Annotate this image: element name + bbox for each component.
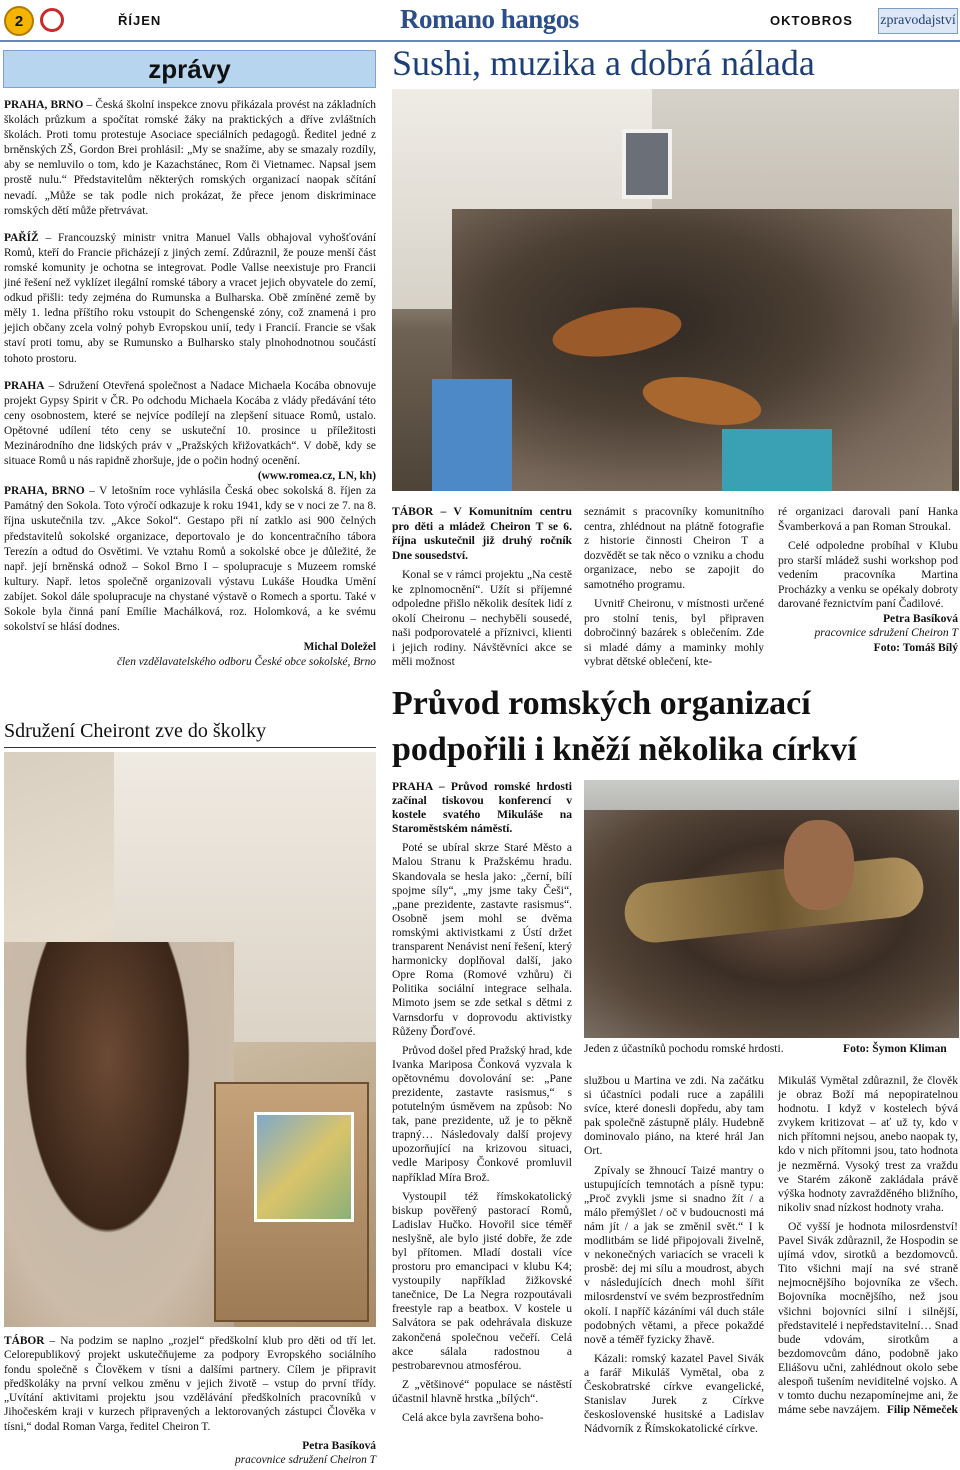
news-item-2: [4, 231, 376, 367]
photo-credit: Foto: Tomáš Bílý: [873, 640, 958, 654]
article-title-cheiron: Sdružení Cheiront zve do školky: [4, 720, 376, 748]
article-text: ré organizaci darovali paní Hanka Švamberková a pan Roman Stroukal.: [778, 505, 958, 533]
photo-child-preschool: [4, 752, 376, 1327]
article-text: Mikuláš Vymětal zdůraznil, že člověk je obraz Boží má nepopiratelnou hodnotu. I když v kostelech bývá zvykem kritizovat – ať už ty, kdo v nich přítomni nejsou, anebo naopak ty, kdo v nich přítomni jsou, tato hodnota je nezměrná. Vysoký trest za vraždu ve Starém zákoně zakládala právě výška hodnoty zavražděného bližního, nikoliv snad nízkost hodnoty vraha.: [778, 1074, 958, 1214]
group-of-people: [452, 209, 952, 491]
article-text: Poté se ubíral skrze Staré Město a Malou Stranu k Pražskému hradu. Skandovala se hesla jako: „černí, bílí spojme síly“, „my jsme taky Češi“, „pane prezidente, zastavte rasismus“. Osobně jsem mohl se dvěma romskými aktivistkami z Ústí držet transparent Nenávist není řešení, který harmonicky doplňoval další, jako Opre Roma (Romové vzhůru) či Politika sociální integrace selhala. Mimoto jsem se zde setkal s dětmi z Varnsdorfu v doprovodu aktivistky Růženy Ďorďové.: [392, 841, 572, 1038]
article-text: Celé odpoledne probíhal v Klubu pro starší mládež sushi workshop pod vedením pracovníka Martina Procházky a venku se opékaly dobroty darované řeznictvím paní Čadilové.: [778, 539, 958, 610]
news-text: – V letošním roce vyhlásila Česká obec sokolská 8. říjen za Památný den Sokola. Toto výročí odkazuje k roku 1941, kdy se v noci ze 7. na 8. října uskutečnila tzv. „Akce Sokol“. Gestapo při ní zatklo asi 900 čelných představitelů sokolské organizace, deportovalo je do koncentračního tábora Terezín a odtud do Osvětimi. Ve vztahu Romů a sokolské obce je důležité, že např. její brněnská odnož – Sokol Brno I – spolupracuje s Muzeem romské kultury. Např. letos společně organizovali výstavu Lukáše Houdka Umění zabíjet. Sokol dále spolupracuje na chystané výstavě o Romech a sportu. Také v Sokole byla činná paní Emílie Machálková, roz. Holomková, a ke svému sokolství se hlásí dodnes.: [4, 485, 376, 634]
author-name: Michal Doležel: [303, 641, 376, 654]
photo-boy-with-snake: [584, 780, 959, 1038]
cheiron-article-text: [4, 1334, 376, 1468]
article-lead: TÁBOR – V Komunitním centru pro děti a mládež Cheiron T se 6. října uskutečnil již druhý ročník Dne sousedství.: [392, 505, 572, 562]
news-item-1: [4, 98, 376, 219]
news-item-3: [4, 379, 376, 483]
article-text: Celá akce byla završena boho-: [402, 1411, 544, 1425]
news-text: – Česká školní inspekce znovu přikázala provést na základních školách průzkum a spočítat romské žáky na praktických a dříve zvláštních školách. Proti tomu protestuje Asociace speciálních pedagogů. Ředitel jedné z brněnských ZŠ, Gordon Brei prohlásil: „My se snažíme, aby se smazaly rozdíly, aby se nemluvilo o tom, kdo je Kazachstánec, Rom či Vietnamec. Napsal jsem prostě nulu.“ Představitelům některých romských organizací naopak sčítání nevadí. „Může se tak podle nich prokázat, že přece jenom diskriminace romských dětí může přetrvávat.: [4, 99, 376, 217]
sushi-col-1: [392, 505, 572, 675]
article-dateline: TÁBOR: [4, 1335, 45, 1347]
article-text: Zpívaly se žhnoucí Taizé mantry o ustupujících temnotách a písně typu: „Proč zvykli jsme si snadno žít / a málo přemýšlet / oč v budoucnosti má nám jít / a jak se změnil svět.“ I k modlitbám se lidé připojovali živelně, v nekonečných variacích se vraceli k prosbě: dej mi sílu a moudrost, abych v následujících dnech mohl šířit milosrdenství ve svém bezprostředním okolí. I napříč kázáními vál duch stále podobných větami, a přece pokaždé nově a téměř fyzicky žhavě.: [584, 1163, 764, 1346]
article-text: Z „většinové“ populace se nástěstí účastnil hlavně hrstka „bílých“.: [392, 1377, 572, 1405]
news-column: [4, 98, 376, 670]
headline-procession-1: Průvod romských organizací: [392, 685, 811, 722]
page-number-badge: 2: [4, 6, 34, 36]
news-dateline: PRAHA: [4, 379, 45, 392]
month-czech: ŘÍJEN: [118, 13, 162, 28]
author-role: člen vzdělavatelského odboru České obce sokolské, Brno: [116, 656, 376, 669]
sushi-col-3: [778, 505, 958, 655]
sushi-col-2: [584, 505, 764, 675]
masthead-logo: Romano hangos: [400, 4, 579, 34]
author-name: Petra Basíková: [302, 1440, 376, 1453]
headline-sushi: Sushi, muzika a dobrá nálada: [392, 43, 815, 83]
picture-card: [254, 1112, 354, 1222]
news-text: – Sdružení Otevřená společnost a Nadace Michaela Kocába obnovuje projekt Gypsy Spirit v ČR. Po odchodu Michaela Kocába z vlády předávání této ceny osobnostem, které se nejvíce podílejí na zlepšení situace Romů, ustalo. Opětovné udílení této ceny se uskuteční 10. prosince u příležitosti Mezinárodního dne lidských práv v „Pražských křižovatkách“. V době, kdy se situace Romů u nás rapidně zhoršuje, jde o počin hodný ocenění.: [4, 379, 376, 468]
section-title-box: zprávy: [3, 50, 376, 88]
article-text: Konal se v rámci projektu „Na cestě ke zplnomocnění“. Užít si příjemné odpoledne přišlo několik desítek lidí z okolí Cheironu – nechyběli sousedé, naši podporovatelé a příznivci, klienti i jejich rodiny. Návštěvníci akce se měli možnost: [392, 568, 572, 668]
article-text: službou u Martina ve zdi. Na začátku si účastníci podali ruce a zapálili svíce, které donesli dopředu, aby tam pak společně zástupně plály. Hudebně dominovalo piáno, na které hrál Jan Ort.: [584, 1074, 764, 1158]
author-role: pracovnice sdružení Cheiron T: [235, 1454, 376, 1467]
author-name: Petra Basíková: [882, 611, 958, 625]
news-dateline: PRAHA, BRNO: [4, 485, 85, 498]
photo-caption: Jeden z účastníků pochodu romské hrdosti.: [584, 1042, 784, 1055]
article-text: Vystoupil též římskokatolický biskup pověřený pastorací Romů, Ladislav Hučko. Hovořil sice téměř neslyšně, ale bylo jisté dobře, že zde byl přítomen. Mladí dostali více prostoru pro emancipaci v klubu K4; vystoupily například žižkovské tanečnice, De La Negra rozpoutávali freestyle rap a beatbox. V kostele u Salvátora se pak odehrávala diskuze zakončená společnou večeří. Celá akce sálala radostnou a pestrobarevnou atmosférou.: [392, 1189, 572, 1372]
news-dateline: PAŘÍŽ: [4, 231, 39, 244]
window: [622, 129, 672, 199]
news-text: – Francouzský ministr vnitra Manuel Valls obhajoval vyhošťování Romů, kteří do Francie přicházejí z jiných zemí. Zdůraznil, že pouze menší část romské komunity je ochotna se integrovat. Podle Vallse neexistuje pro Francii jiné řešení než vyklízet ilegální romské tábory a vracet jejich obyvatele do zemí, odkud přišli: tedy zejména do Rumunska a Bulharska. Obě zmíněné země by měly 1. ledna příštího roku vstoupit do Schengenské zóny, což znamená i pro jejich občany zcela volný pohyb Evropskou unií, tedy i Francií. Francie se však staví proti tomu, aby se Rumunsko a Bulharsko staly plnohodnotnou součástí tohoto prostoru.: [4, 231, 376, 365]
photo-musicians: [392, 89, 959, 491]
article-text: Průvod došel před Pražský hrad, kde Ivanka Mariposa Čonková vyzvala k opětovnému dovolování se: „Pane prezidente, zastavte rasismus,“ s potutelným úsměvem na způsob: No tak, pane prezidente, už je to pěkně trapný… Následovaly další projevy upozorňující na krizovou situaci, vedle Mariposy Čonkové promluvil například Míra Brož.: [392, 1043, 573, 1184]
shirt-turquoise: [722, 429, 832, 491]
author-name: Filip Němeček: [886, 1403, 958, 1417]
news-item-4: [4, 484, 376, 635]
article-text: Uvnitř Cheironu, v místnosti určené pro stolní tenis, byl připraven dobročinný bazárek s oblečením. Zde si mladé dámy a maminky mohly vybrat dětské oblečení, kte-: [584, 597, 764, 668]
author-role: pracovnice sdružení Cheiron T: [814, 626, 958, 639]
procession-col-3: [778, 1074, 958, 1417]
article-text: – Na podzim se naplno „rozjel“ předškolní klub pro děti od tří let. Celorepublikový projekt uskutečňujeme za podpory Evropského sociálního fondu společně s Člověkem v tísni a dalšími partnery. Cílem je připravit předškoláky na první velkou změnu v jejich životě – vstup do první třídy. „Uvítání aktivitami projektu jsou vzdělávání předškolních pracovníků v Jihočeském kraji v kurzech připravených a lektorovaných zástupci Člověka v tísni,“ dodal Roman Varga, ředitel Cheiron T.: [4, 1335, 376, 1433]
wheel-icon: [40, 8, 64, 32]
article-text: seznámit s pracovníky komunitního centra, zhlédnout na plátně fotografie z historie činnosti Cheiron T a dozvědět se tak něco o vzniku a chodu organizace, nebo se zapojit do samotného programu.: [584, 505, 764, 591]
child-figure: [4, 942, 234, 1327]
photo-credit: Foto: Šymon Kliman: [843, 1042, 947, 1055]
article-text: Kázali: romský kazatel Pavel Sivák a farář Mikuláš Vymětal, oba z Českobratrské církve evangelické, Stanislav Jurek z Církve československé husitské a Ladislav Nádvorník z Římskokatolické církve.: [584, 1351, 764, 1436]
shirt-blue: [432, 379, 512, 491]
article-lead: PRAHA – Průvod romské hrdosti začínal tiskovou konferencí v kostele svatého Mikuláše na Staroměstském náměstí.: [392, 780, 572, 836]
procession-col-1: [392, 780, 572, 1430]
headline-procession-2: podpořili i kněží několika církví: [392, 731, 857, 768]
section-label: zpravodajství: [878, 8, 958, 34]
news-source: (www.romea.cz, LN, kh): [257, 470, 376, 483]
news-dateline: PRAHA, BRNO: [4, 99, 84, 111]
article-text: Oč vyšší je hodnota milosrdenství! Pavel Sivák zdůraznil, že Hospodin se ujímá vdov, sirotků a bezdomovců. Tito všichni mají na své straně nejmocnějšího bojovníka ze všech. Bojovníka mocnějšího, než jsou všichni bojovníci silní i silnější, představitelé i nepředstavitelní… Snad bude vdovám, sirotkům a bezdomovcům dáno, podobně jako Eliášovu učni, zahlédnout okolo sebe alespoň tušením neviditelné vojsko. A v tomto duchu nezapomínejme ani, že máme sebe navzájem.: [778, 1219, 958, 1417]
procession-col-2: [584, 1074, 764, 1441]
month-romani: OKTOBROS: [770, 13, 853, 28]
boy-face: [784, 820, 854, 910]
